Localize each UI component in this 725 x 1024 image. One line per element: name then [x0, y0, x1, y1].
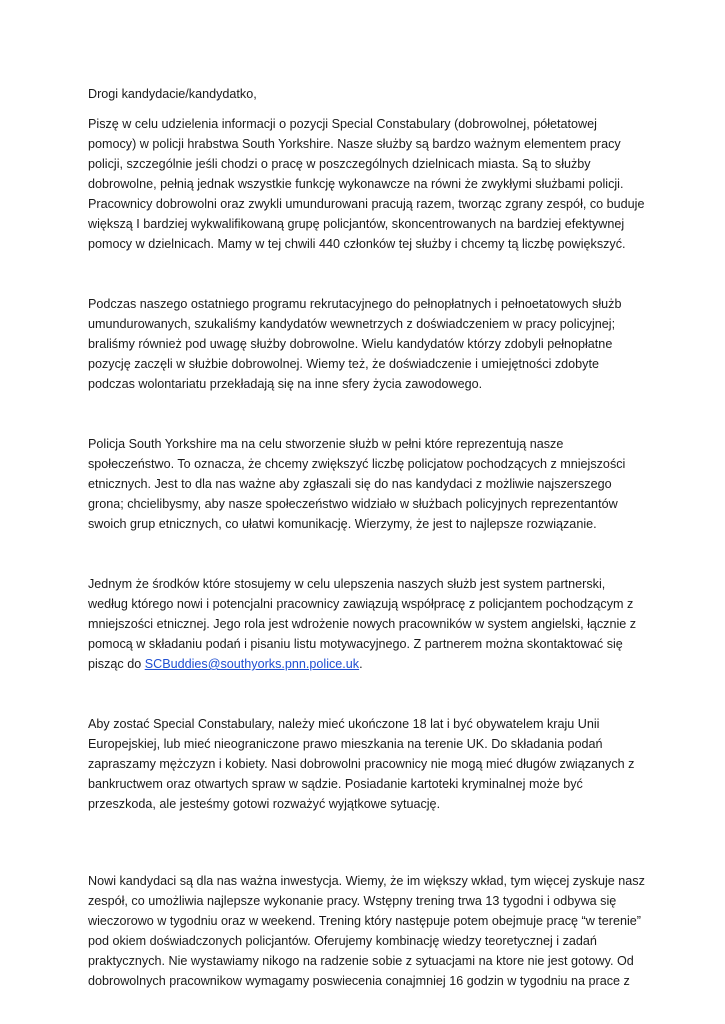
email-link[interactable]: SCBuddies@southyorks.pnn.police.uk [144, 657, 360, 671]
paragraph-buddy-system [88, 574, 648, 674]
paragraph-diversity: Policja South Yorkshire ma na celu stworzenie służb w pełni które reprezentują nasze społeczeństwo. To oznacza, że chcemy zwiększyć liczbę policjatow pochodzących z mniejszości etnicznych. Jest to dla nas ważne aby zgłaszali się do nas kandydaci z możliwie najszerszego grona; chcielibysmy, aby nasze społeczeństwo widziało w służbach policyjnych reprezentantów swoich grup etnicznych, co ułatwi komunikację. Wierzymy, że jest to najlepsze rozwiązanie. [88, 437, 626, 531]
buddy-text-end: . [359, 657, 363, 671]
letter-page [88, 84, 648, 991]
paragraph-eligibility: Aby zostać Special Constabulary, należy mieć ukończone 18 lat i być obywatelem kraju Unii Europejskiej, lub mieć nieograniczone prawo mieszkania na terenie UK. Do składania podań zapraszamy mężczyzn i kobiety. Nasi dobrowolni pracownicy nie mogą mieć długów związanych z bankructwem oraz otwartych spraw w sądzie. Posiadanie kartoteki kryminalnej może być przeszkoda, ale jesteśmy gotowi rozważyć wyjątkowe sytuację. [88, 717, 635, 811]
greeting: Drogi kandydacie/kandydatko, [88, 87, 257, 101]
paragraph-intro: Piszę w celu udzielenia informacji o pozycji Special Constabulary (dobrowolnej, półetatowej pomocy) w policji hrabstwa South Yorkshire. Nasze służby są bardzo ważnym elementem pracy policji, szczególnie jeśli chodzi o pracę w poszczególnych dzielnicach miasta. Są to służby dobrowolne, pełnią jednak wszystkie funkcję wykonawcze na równi że zwykłymi służbami policji. Pracownicy dobrowolni oraz zwykli umundurowani pracują razem, tworząc zgrany zespół, co buduje większą I bardziej wykwalifikowaną grupę policjantów, skoncentrowanych na bardziej efektywnej pomocy w dzielnicach. Mamy w tej chwili 440 członków tej służby i chcemy tą liczbę powiększyć. [88, 117, 645, 251]
buddy-text: Jednym że środków które stosujemy w celu ulepszenia naszych służb jest system partnerski, według którego nowi i potencjalni pracownicy zawiązują współpracę z policjantem pochodzącym z mniejszości etnicznej. Jego rola jest wdrożenie nowych pracowników w system angielski, łącznie z pomocą w składaniu podań i pisaniu listu motywacyjnego. Z partnerem można skontaktować się pisząc do [88, 577, 637, 671]
paragraph-recruitment: Podczas naszego ostatniego programu rekrutacyjnego do pełnopłatnych i pełnoetatowych służb umundurowanych, szukaliśmy kandydatów wewnetrzych z doświadczeniem w pracy policyjnej; braliśmy również pod uwagę służby dobrowolne. Wielu kandydatów którzy zdobyli pełnopłatne pozycję zaczęli w służbie dobrowolnej. Wiemy też, że doświadczenie i umiejętności zdobyte podczas wolontariatu przekładają się na inne sfery życia zawodowego. [88, 297, 622, 391]
paragraph-training: Nowi kandydaci są dla nas ważna inwestycja. Wiemy, że im większy wkład, tym więcej zyskuje nasz zespół, co umożliwia najlepsze wykonanie pracy. Wstępny trening trwa 13 tygodni i odbywa się wieczorowo w tygodniu oraz w weekend. Trening który następuje potem obejmuje pracę “w terenie” pod okiem doświadczonych policjantów. Oferujemy kombinację wiedzy teoretycznej i zadań praktycznych. Nie wystawiamy nikogo na radzenie sobie z sytuacjami na ktore nie jest gotowy. Od dobrowolnych pracownikow wymagamy poswiecenia conajmniej 16 godzin w tygodniu na prace z [88, 874, 645, 988]
